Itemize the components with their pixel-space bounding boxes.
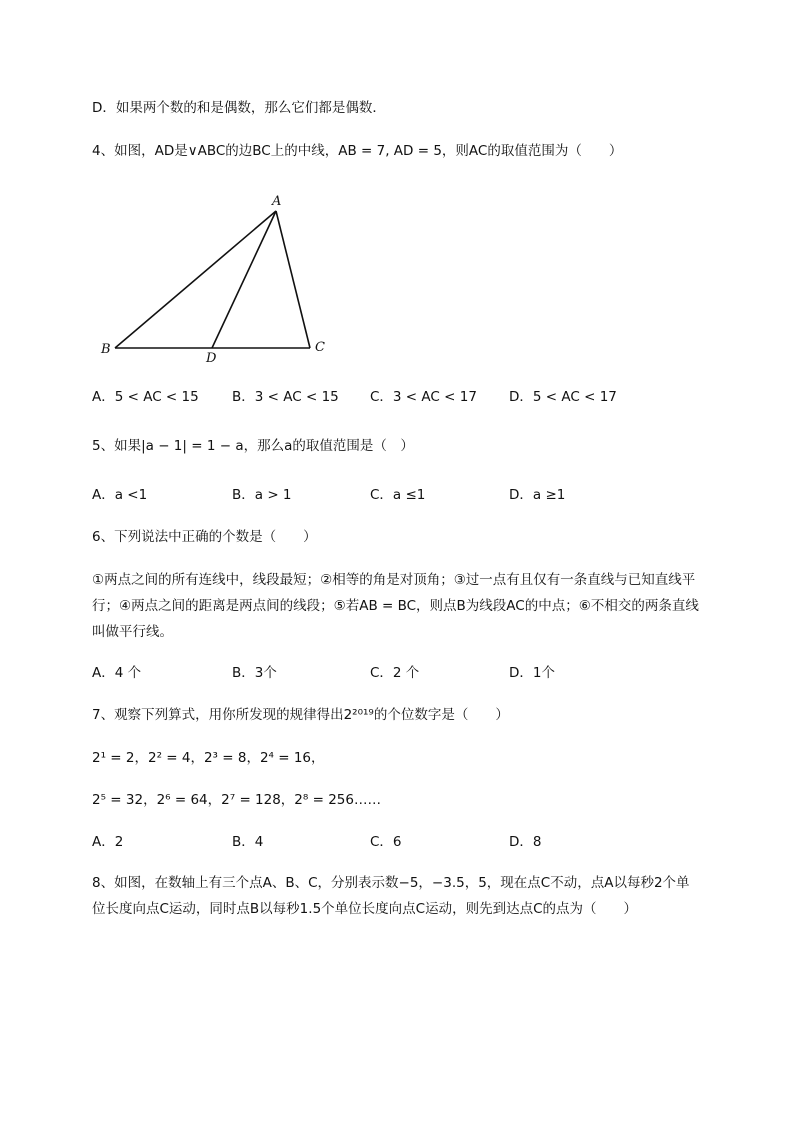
q4-stem: 4、如图，AD是∨ABC的边BC上的中线，AB = 7, AD = 5，则AC的取值范围为（ ） [92, 143, 623, 159]
q7-option-b: B．4 [232, 834, 264, 850]
triangle-figure [0, 180, 794, 420]
q4-option-b: B．3 < AC < 15 [232, 389, 339, 405]
q7-row-2: 2⁵ = 32，2⁶ = 64，2⁷ = 128，2⁸ = 256…… [92, 792, 381, 808]
q7-option-d: D．8 [509, 834, 542, 850]
q4-option-a: A．5 < AC < 15 [92, 389, 199, 405]
q7-option-c: C．6 [370, 834, 402, 850]
q8-line-1: 8、如图，在数轴上有三个点A、B、C，分别表示数−5，−3.5，5，现在点C不动，点A以每秒2个单 [92, 875, 690, 891]
q6-option-d: D．1个 [509, 665, 555, 681]
side-ac [276, 211, 310, 348]
label-a: A [272, 194, 282, 209]
q7-row-1: 2¹ = 2，2² = 4，2³ = 8，2⁴ = 16， [92, 750, 325, 766]
q5-option-c: C．a ≤1 [370, 487, 426, 503]
label-d: D [206, 351, 217, 366]
q5-option-a: A．a <1 [92, 487, 148, 503]
q3-option-d: D．如果两个数的和是偶数，那么它们都是偶数． [92, 100, 386, 116]
q4-option-d: D．5 < AC < 17 [509, 389, 617, 405]
label-c: C [315, 340, 325, 355]
q8-line-2: 位长度向点C运动，同时点B以每秒1.5个单位长度向点C运动，则先到达点C的点为（ ） [92, 901, 638, 917]
q5-stem: 5、如果|a − 1| = 1 − a，那么a的取值范围是（ ） [92, 438, 414, 454]
q6-option-c: C．2 个 [370, 665, 420, 681]
median-ad [212, 211, 276, 348]
q6-stem: 6、下列说法中正确的个数是（ ） [92, 529, 317, 545]
q7-stem: 7、观察下列算式，用你所发现的规律得出2²⁰¹⁹的个位数字是（ ） [92, 707, 509, 723]
q6-option-a: A．4 个 [92, 665, 142, 681]
label-b: B [101, 342, 111, 357]
q7-option-a: A．2 [92, 834, 124, 850]
side-ab [115, 211, 276, 348]
q6-option-b: B．3个 [232, 665, 277, 681]
q6-body: ①两点之间的所有连线中，线段最短；②相等的角是对顶角；③过一点有且仅有一条直线与已知直线平行；④两点之间的距离是两点间的线段；⑤若AB = BC，则点B为线段AC的中点；⑥不相交的两条直线叫做平行线。 [92, 572, 699, 640]
q5-option-b: B．a > 1 [232, 487, 292, 503]
q5-option-d: D．a ≥1 [509, 487, 566, 503]
q4-option-c: C．3 < AC < 17 [370, 389, 477, 405]
